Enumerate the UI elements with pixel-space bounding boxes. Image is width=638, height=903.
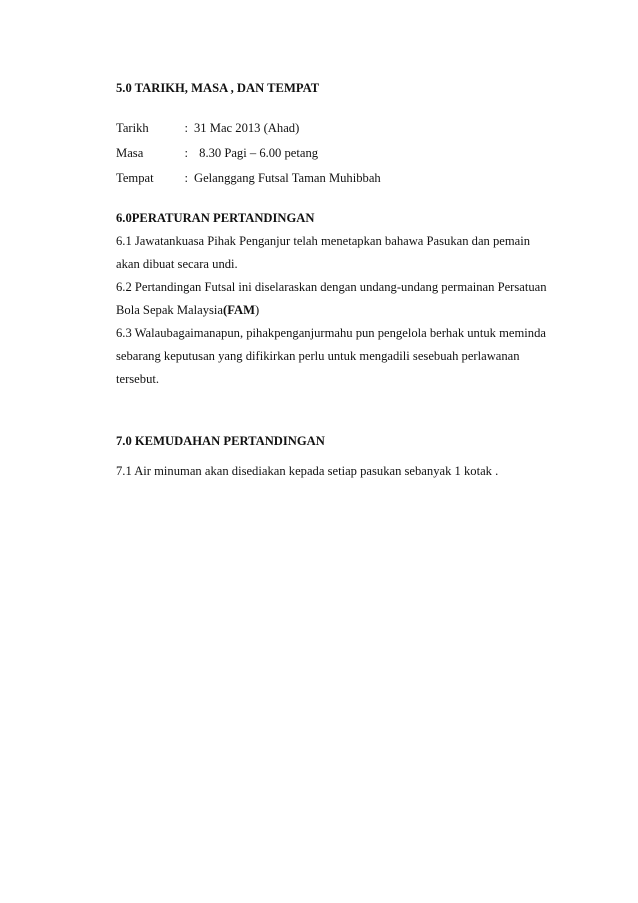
schedule-sep: :	[184, 146, 188, 160]
schedule-row-date	[116, 120, 299, 136]
paragraph-line: 6.2 Pertandingan Futsal ini diselaraskan dengan undang-undang permainan Persatuan	[116, 280, 547, 294]
schedule-label: Masa	[116, 146, 144, 160]
paragraph-line: sebarang keputusan yang difikirkan perlu untuk mengadili sesebuah perlawanan	[116, 349, 520, 363]
schedule-value: 8.30 Pagi – 6.00 petang	[196, 146, 319, 160]
paragraph-text: Bola Sepak Malaysia	[116, 303, 224, 317]
schedule-value: Gelanggang Futsal Taman Muhibbah	[194, 171, 381, 185]
section-7-heading: 7.0 KEMUDAHAN PERTANDINGAN	[116, 434, 325, 448]
paragraph-line	[116, 302, 259, 318]
fam-close: )	[254, 303, 260, 317]
schedule-value: 31 Mac 2013 (Ahad)	[194, 121, 300, 135]
paragraph-line: 6.3 Walaubagaimanapun, pihakpenganjurmahu pun pengelola berhak untuk meminda	[116, 326, 546, 340]
paragraph-line: 7.1 Air minuman akan disediakan kepada setiap pasukan sebanyak 1 kotak .	[116, 464, 499, 478]
schedule-sep: :	[184, 121, 188, 135]
schedule-label: Tempat	[116, 171, 154, 185]
paragraph-line: 6.1 Jawatankuasa Pihak Penganjur telah menetapkan bahawa Pasukan dan pemain	[116, 234, 531, 248]
paragraph-line: akan dibuat secara undi.	[116, 257, 238, 271]
schedule-row-time	[116, 145, 318, 161]
section-5-heading: 5.0 TARIKH, MASA , DAN TEMPAT	[116, 81, 320, 95]
fam-abbreviation: FAM	[227, 303, 255, 317]
schedule-sep: :	[184, 171, 188, 185]
schedule-label: Tarikh	[116, 121, 149, 135]
paragraph-line: tersebut.	[116, 372, 160, 386]
fam-open: (	[223, 303, 228, 317]
schedule-row-venue	[116, 170, 381, 186]
section-6-heading: 6.0PERATURAN PERTANDINGAN	[116, 211, 315, 225]
